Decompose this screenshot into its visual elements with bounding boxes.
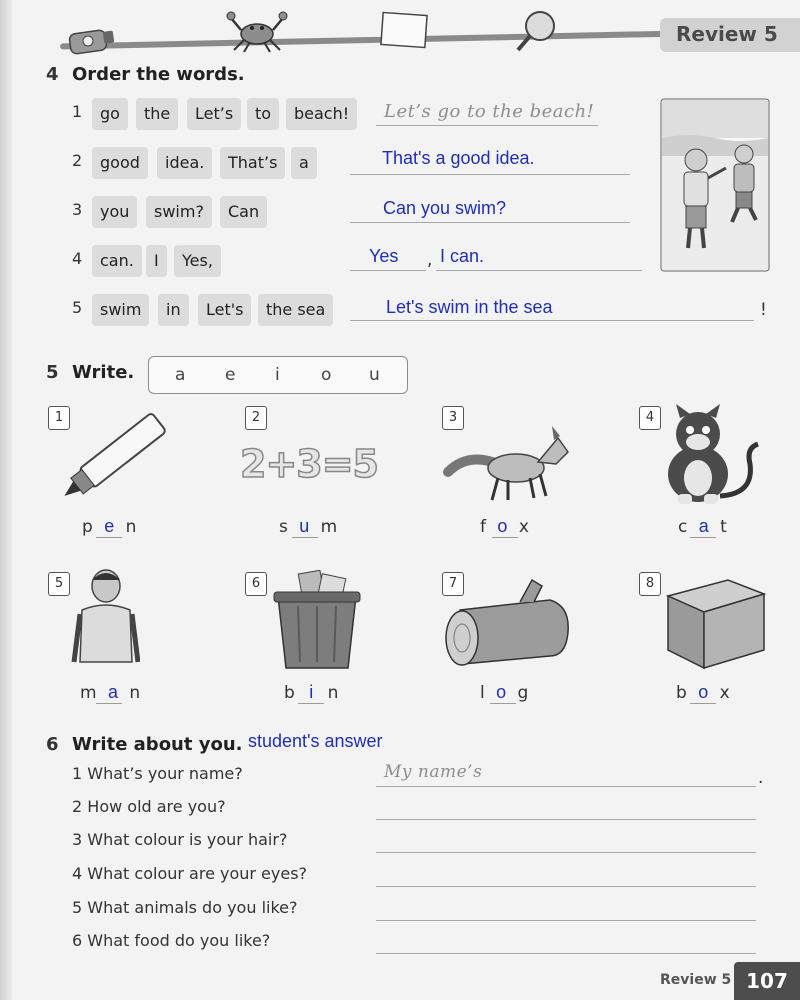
math-sum-picture: 2+3=5 <box>240 442 379 486</box>
word-end: x <box>719 683 730 703</box>
section-5-title: Write. <box>72 362 135 383</box>
word-chip: can. <box>92 245 142 277</box>
word-chip: Can <box>220 196 267 228</box>
student-answer-part-1[interactable]: Yes <box>369 246 399 266</box>
question <box>72 864 307 883</box>
postcard-icon <box>378 10 430 50</box>
beach-children-picture <box>660 98 770 272</box>
vowel: o <box>321 365 332 385</box>
picture-number: 7 <box>442 572 464 596</box>
picture-number: 8 <box>639 572 661 596</box>
word-start: b <box>676 683 687 703</box>
fox-icon <box>438 412 574 504</box>
row-number: 3 <box>72 200 83 219</box>
question <box>72 797 226 816</box>
vowel-answer[interactable]: o <box>496 682 507 702</box>
section-4-number: 4 <box>46 64 59 85</box>
word-chip: the sea <box>258 294 333 326</box>
man-icon <box>70 566 140 674</box>
vowel-answer[interactable]: a <box>698 516 709 536</box>
word-chip: good <box>92 147 148 179</box>
student-answer[interactable]: Can you swim? <box>383 198 507 218</box>
vowel-answer[interactable]: i <box>309 682 314 702</box>
full-stop: . <box>758 768 764 788</box>
word-chip: in <box>158 294 189 326</box>
answer-line <box>350 320 754 321</box>
word-end: m <box>320 517 338 537</box>
word-start: p <box>82 517 93 537</box>
pen-icon <box>48 404 178 504</box>
page-footer <box>650 962 788 998</box>
vowel: a <box>175 365 186 385</box>
comma: , <box>427 250 433 270</box>
question <box>72 898 298 917</box>
section-5-number: 5 <box>46 362 59 383</box>
question-number: 4 <box>72 864 83 883</box>
word-chip: to <box>247 98 279 130</box>
page-gutter <box>0 0 12 1000</box>
question-text: What food do you like? <box>87 931 271 950</box>
cvc-word <box>676 682 730 703</box>
question-number: 1 <box>72 764 83 783</box>
cvc-word <box>82 516 136 537</box>
cvc-word <box>284 682 338 703</box>
word-chip: Yes, <box>174 245 221 277</box>
crab-icon <box>226 6 288 54</box>
vowel: u <box>369 365 380 385</box>
picture-number: 4 <box>639 406 661 430</box>
word-chip: swim <box>92 294 149 326</box>
vowel-answer[interactable]: u <box>299 516 310 536</box>
question <box>72 764 243 783</box>
section-6-number: 6 <box>46 734 59 755</box>
box-icon <box>664 576 768 670</box>
row-number: 2 <box>72 151 83 170</box>
word-start: s <box>279 517 288 537</box>
word-chip: a <box>291 147 317 179</box>
answer-line <box>350 270 426 271</box>
student-note: student's answer <box>248 731 383 751</box>
example-answer: Let’s go to the beach! <box>384 101 595 122</box>
question-text: What colour is your hair? <box>87 830 288 849</box>
cvc-word <box>480 682 528 703</box>
vowel-answer[interactable]: a <box>107 682 118 702</box>
answer-line[interactable] <box>376 920 756 921</box>
cvc-word <box>80 682 140 703</box>
word-chip: idea. <box>157 147 212 179</box>
question <box>72 830 287 849</box>
cvc-word <box>480 516 529 537</box>
blank-line <box>690 537 716 538</box>
answer-line[interactable] <box>376 852 756 853</box>
word-chip: the <box>136 98 178 130</box>
answer-line <box>436 270 642 271</box>
word-start: l <box>480 683 485 703</box>
review-tab <box>660 18 800 52</box>
answer-line[interactable] <box>376 953 756 954</box>
word-chip: Let's <box>198 294 251 326</box>
section-4-title: Order the words. <box>72 64 245 85</box>
question-number: 2 <box>72 797 83 816</box>
question-text: What animals do you like? <box>87 898 298 917</box>
row-number: 4 <box>72 249 83 268</box>
vowel-box <box>148 356 408 394</box>
question-number: 3 <box>72 830 83 849</box>
picture-number: 3 <box>442 406 464 430</box>
blank-line <box>492 537 518 538</box>
row-number: 1 <box>72 102 83 121</box>
answer-line <box>350 174 630 175</box>
review-tab-label: Review 5 <box>676 22 778 46</box>
answer-line <box>376 125 598 126</box>
student-answer-part-2[interactable]: I can. <box>440 246 485 266</box>
word-start: b <box>284 683 295 703</box>
cvc-word <box>678 516 727 537</box>
sunscreen-icon <box>66 22 120 58</box>
word-start: f <box>480 517 486 537</box>
footer-label: Review 5 <box>660 972 732 988</box>
vowel: i <box>275 365 280 385</box>
word-start: m <box>80 683 97 703</box>
answer-line[interactable] <box>376 786 756 787</box>
example-answer: My name’s <box>384 762 483 782</box>
vowel-answer[interactable]: e <box>104 516 115 536</box>
vowel-answer[interactable]: o <box>698 682 709 702</box>
section-6-title: Write about you. <box>72 734 243 755</box>
word-chip: go <box>92 98 128 130</box>
page-number: 107 <box>734 962 800 1000</box>
word-end: n <box>125 517 137 537</box>
word-chip: beach! <box>286 98 357 130</box>
cvc-word <box>279 516 337 537</box>
word-chip: Let’s <box>187 98 241 130</box>
word-end: n <box>327 683 339 703</box>
student-answer[interactable]: That's a good idea. <box>382 148 535 168</box>
word-end: t <box>720 517 727 537</box>
question-number: 5 <box>72 898 83 917</box>
bin-icon <box>270 570 364 674</box>
student-answer[interactable]: Let's swim in the sea <box>386 297 553 317</box>
answer-line[interactable] <box>376 819 756 820</box>
word-end: g <box>517 683 529 703</box>
picture-number: 2 <box>245 406 267 430</box>
blank-line <box>96 703 122 704</box>
word-end: x <box>518 517 529 537</box>
magnifying-glass-icon <box>512 8 562 54</box>
question-number: 6 <box>72 931 83 950</box>
word-end: n <box>129 683 141 703</box>
question-text: What colour are your eyes? <box>87 864 308 883</box>
picture-number: 6 <box>245 572 267 596</box>
word-chip: That’s <box>220 147 285 179</box>
blank-line <box>690 703 716 704</box>
word-start: c <box>678 517 688 537</box>
row-number: 5 <box>72 298 83 317</box>
vowel-answer[interactable]: o <box>497 516 508 536</box>
word-chip: I <box>146 245 167 277</box>
blank-line <box>292 537 318 538</box>
question-text: How old are you? <box>87 797 226 816</box>
answer-line[interactable] <box>376 886 756 887</box>
blank-line <box>96 537 122 538</box>
question <box>72 931 270 950</box>
answer-line <box>350 222 630 223</box>
exclamation-mark: ! <box>760 300 767 320</box>
blank-line <box>490 703 516 704</box>
picture-number: 5 <box>48 572 70 596</box>
word-chip: swim? <box>146 196 212 228</box>
vowel: e <box>225 365 236 385</box>
cat-icon <box>650 404 762 506</box>
picture-number: 1 <box>48 406 70 430</box>
blank-line <box>298 703 324 704</box>
question-text: What’s your name? <box>87 764 243 783</box>
log-icon <box>440 576 574 670</box>
word-chip: you <box>92 196 137 228</box>
